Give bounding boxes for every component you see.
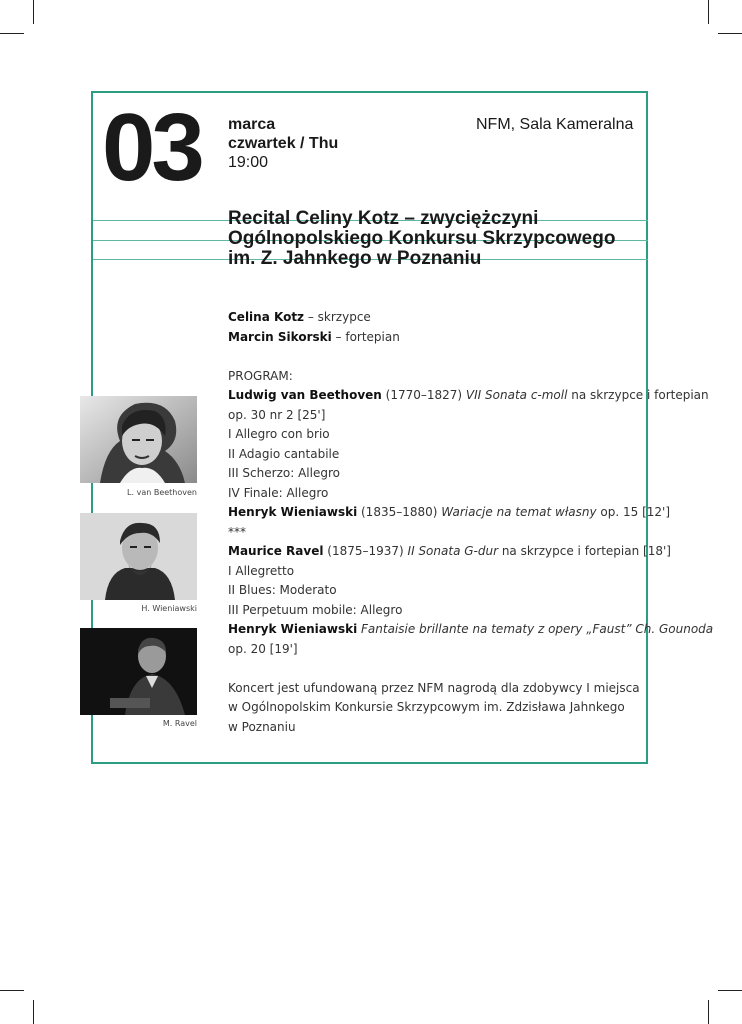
event-date [228, 115, 338, 172]
portrait-caption: H. Wieniawski [141, 604, 197, 613]
portrait-ravel [80, 628, 197, 715]
program-heading: PROGRAM: [228, 368, 293, 383]
work-title: VII Sonata c-moll [465, 388, 568, 402]
composer-years: (1770–1827) [381, 388, 466, 402]
movement: III Scherzo: Allegro [228, 466, 340, 480]
note-line: w Poznaniu [228, 719, 296, 734]
spacer [228, 347, 648, 367]
movement: II Adagio cantabile [228, 446, 340, 461]
movement: III Perpetuum mobile: Allegro [228, 602, 403, 617]
crop-mark [718, 990, 742, 991]
crop-mark [0, 990, 24, 991]
event-time: 19:00 [228, 154, 269, 171]
work-detail: na skrzypce i fortepian [567, 388, 709, 402]
composer: Henryk Wieniawski [228, 622, 358, 636]
event-details [228, 308, 714, 737]
note-line: w Ogólnopolskim Konkursie Skrzypcowym im. Zdzisława Jahnkego [228, 700, 625, 714]
performer-name: Celina Kotz [228, 310, 305, 324]
program-item [228, 503, 670, 523]
composer: Maurice Ravel [228, 544, 324, 558]
movement: II Blues: Moderato [228, 583, 337, 597]
work-title: II Sonata G-dur [407, 544, 499, 558]
title-line: Ogólnopolskiego Konkursu Skrzypcowego [228, 228, 616, 249]
performer-name: Marcin Sikorski [228, 329, 332, 344]
program-item [228, 386, 709, 406]
performer [228, 308, 648, 328]
work-detail: op. 30 nr 2 [25'] [228, 407, 326, 422]
crop-mark [708, 1000, 709, 1024]
event-title [228, 209, 638, 269]
event-day: 03 [102, 94, 201, 201]
program-item [228, 620, 714, 640]
crop-mark [718, 33, 742, 34]
work-title: Fantaisie brillante na tematy z opery „Faust” Ch. Gounoda [357, 622, 714, 636]
program-item [228, 542, 671, 562]
event-month: marca [228, 116, 276, 133]
title-line: Recital Celiny Kotz – zwyciężczyni [228, 208, 539, 229]
separator: *** [228, 524, 246, 539]
event-weekday: czwartek / Thu [228, 135, 339, 152]
work-title: Wariacje na temat własny [441, 505, 597, 519]
work-detail: op. 15 [12'] [596, 505, 670, 519]
crop-mark [708, 0, 709, 24]
crop-mark [33, 0, 34, 24]
composer: Ludwig van Beethoven [228, 388, 382, 402]
portrait-wieniawski [80, 513, 197, 600]
portrait-caption: M. Ravel [162, 719, 197, 728]
portrait-beethoven [80, 396, 197, 483]
event-venue: NFM, Sala Kameralna [476, 116, 634, 133]
performer [228, 328, 648, 348]
composer-years: (1875–1937) [323, 544, 408, 558]
performer-role: – skrzypce [304, 310, 371, 324]
composer-years: (1835–1880) [357, 505, 442, 519]
movement: I Allegro con brio [228, 427, 330, 441]
crop-mark [0, 33, 24, 34]
work-detail: na skrzypce i fortepian [18'] [498, 544, 671, 558]
title-line: im. Z. Jahnkego w Poznaniu [228, 248, 482, 269]
note-line: Koncert jest ufundowaną przez NFM nagrodą dla zdobywcy I miejsca [228, 680, 640, 695]
movement: IV Finale: Allegro [228, 485, 329, 500]
composer: Henryk Wieniawski [228, 505, 358, 519]
movement: I Allegretto [228, 563, 295, 578]
portrait-caption: L. van Beethoven [127, 488, 197, 497]
work-detail: op. 20 [19'] [228, 641, 298, 656]
crop-mark [33, 1000, 34, 1024]
performer-role: – fortepian [331, 329, 400, 344]
spacer [228, 659, 648, 679]
